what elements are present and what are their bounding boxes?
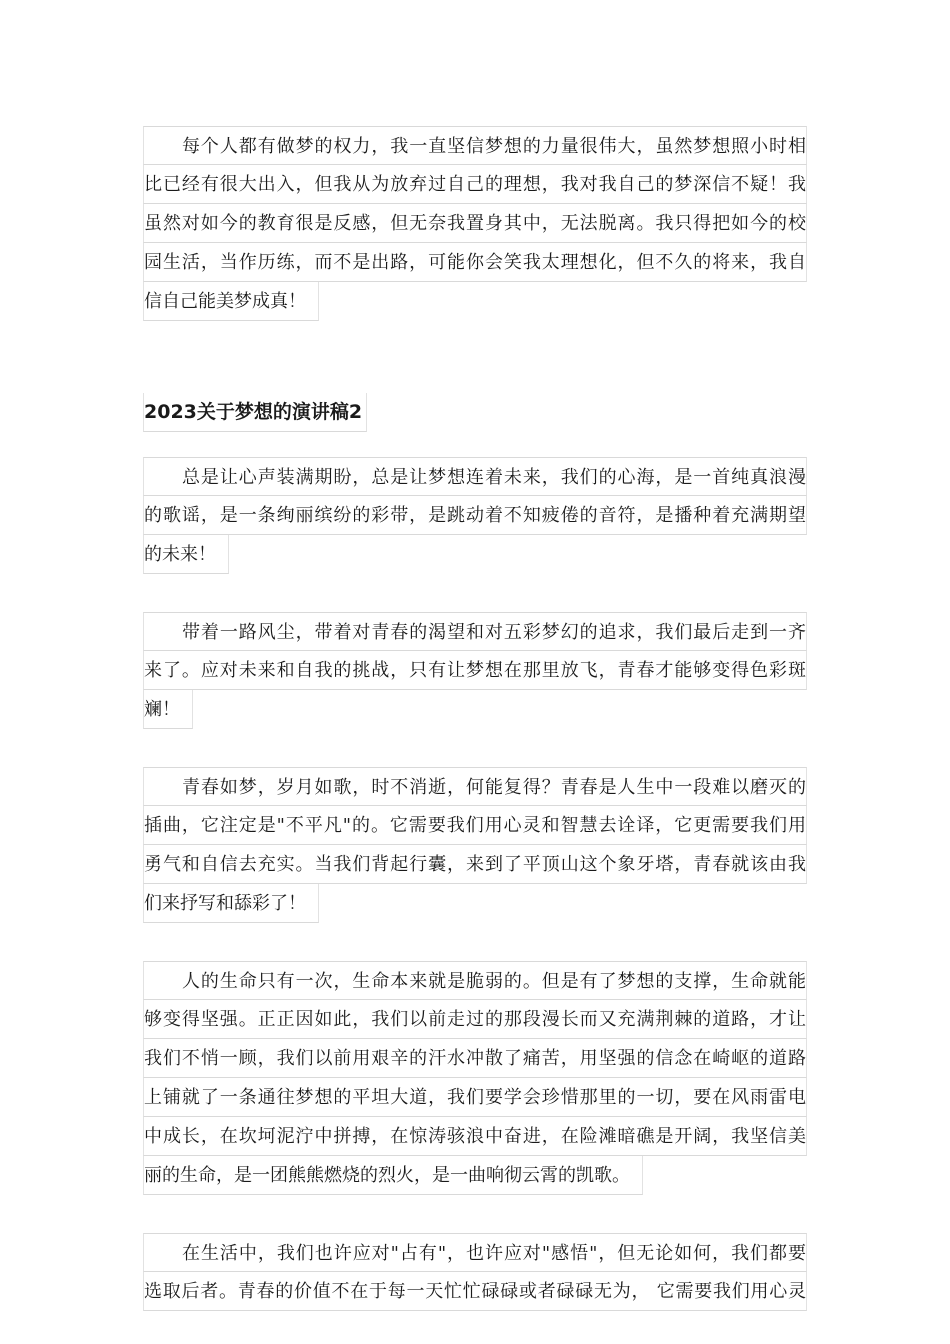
- paragraph-line: 的未来！: [143, 535, 229, 574]
- paragraph: [143, 612, 807, 743]
- paragraph-line: 带着一路风尘，带着对青春的渴望和对五彩梦幻的追求，我们最后走到一齐: [143, 612, 807, 651]
- paragraph: [143, 126, 807, 335]
- paragraph: [143, 961, 807, 1209]
- section-title: [143, 393, 807, 432]
- paragraph-line: 虽然对如今的教育很是反感，但无奈我置身其中，无法脱离。我只得把如今的校: [143, 204, 807, 243]
- paragraph: [143, 767, 807, 937]
- paragraph: [143, 457, 807, 588]
- paragraph-line: 够变得坚强。正正因如此，我们以前走过的那段漫长而又充满荆棘的道路，才让: [143, 1000, 807, 1039]
- paragraph-line: 勇气和自信去充实。当我们背起行囊，来到了平顶山这个象牙塔，青春就该由我: [143, 845, 807, 884]
- paragraph-line: 上铺就了一条通往梦想的平坦大道，我们要学会珍惜那里的一切，要在风雨雷电: [143, 1078, 807, 1117]
- paragraph-line: 每个人都有做梦的权力，我一直坚信梦想的力量很伟大，虽然梦想照小时相: [143, 126, 807, 165]
- paragraph-line: 青春如梦，岁月如歌，时不消逝，何能复得？青春是人生中一段难以磨灭的: [143, 767, 807, 806]
- paragraph-line: 来了。应对未来和自我的挑战，只有让梦想在那里放飞，青春才能够变得色彩斑: [143, 651, 807, 690]
- paragraph-line: 在生活中，我们也许应对"占有"，也许应对"感悟"，但无论如何，我们都要: [143, 1233, 807, 1272]
- paragraph-line: 信自己能美梦成真！: [143, 282, 319, 321]
- paragraph-line: 中成长，在坎坷泥泞中拼搏，在惊涛骇浪中奋进，在险滩暗礁是开阔，我坚信美: [143, 1117, 807, 1156]
- paragraph-line: 选取后者。青春的价值不在于每一天忙忙碌碌或者碌碌无为， 它需要我们用心灵: [143, 1272, 807, 1311]
- paragraph-line: 的歌谣，是一条绚丽缤纷的彩带，是跳动着不知疲倦的音符，是播种着充满期望: [143, 496, 807, 535]
- paragraph-line: 插曲，它注定是"不平凡"的。它需要我们用心灵和智慧去诠译，它更需要我们用: [143, 806, 807, 845]
- paragraph-line: 人的生命只有一次，生命本来就是脆弱的。但是有了梦想的支撑，生命就能: [143, 961, 807, 1000]
- paragraph-line: 们来抒写和舔彩了！: [143, 884, 319, 923]
- paragraph-line: 总是让心声装满期盼，总是让梦想连着未来，我们的心海，是一首纯真浪漫: [143, 457, 807, 496]
- paragraph-line: 斓！: [143, 690, 193, 729]
- paragraph: [143, 1233, 807, 1311]
- paragraph-line: 我们不悄一顾，我们以前用艰辛的汗水冲散了痛苦，用坚强的信念在崎岖的道路: [143, 1039, 807, 1078]
- paragraph-line: 园生活，当作历练，而不是出路，可能你会笑我太理想化，但不久的将来，我自: [143, 243, 807, 282]
- document-page: [143, 126, 807, 1311]
- intro-paragraph: [143, 126, 807, 335]
- section-title-text: 2023关于梦想的演讲稿2: [143, 393, 367, 432]
- paragraph-line: 比已经有很大出入，但我从为放弃过自己的理想，我对我自己的梦深信不疑！我: [143, 165, 807, 204]
- paragraph-line: 丽的生命，是一团熊熊燃烧的烈火，是一曲响彻云霄的凯歌。: [143, 1156, 643, 1195]
